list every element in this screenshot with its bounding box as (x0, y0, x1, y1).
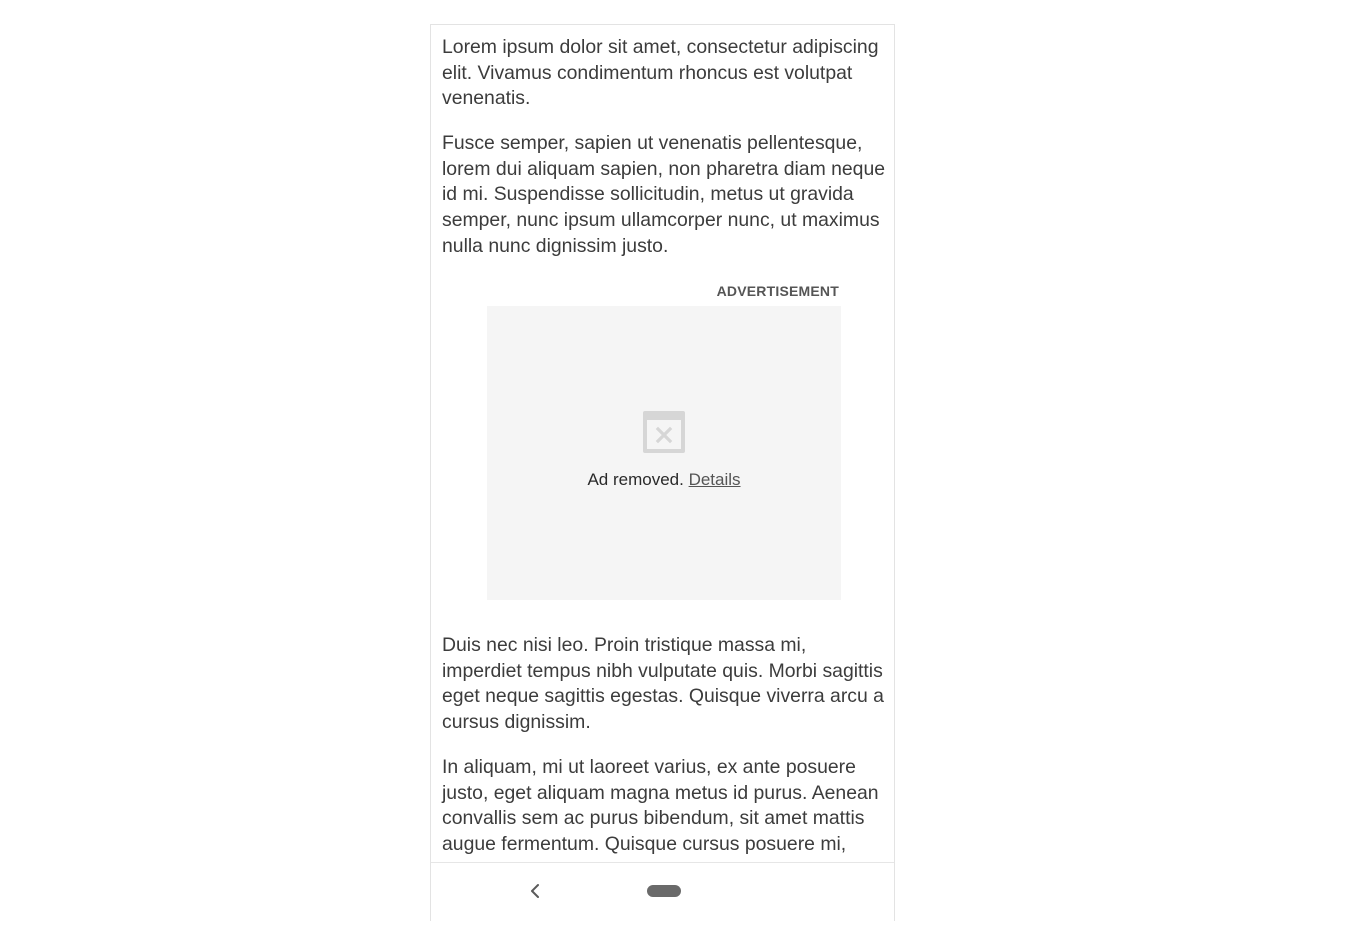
advertisement-label: ADVERTISEMENT (716, 283, 839, 299)
ad-removed-message (487, 470, 841, 490)
article-paragraph: Fusce semper, sapien ut venenatis pellentesque, lorem dui aliquam sapien, non pharetra diam neque id mi. Suspendisse sollicitudin, metus ut gravida semper, nunc ipsum ullamcorper nunc, ut maximus nulla nunc dignissim justo. (442, 132, 886, 257)
navigation-bar (431, 862, 894, 922)
phone-screen (430, 24, 895, 921)
ad-removed-placeholder (487, 306, 841, 600)
article-content (431, 25, 894, 862)
chevron-left-icon[interactable] (525, 879, 545, 903)
article-paragraph: In aliquam, mi ut laoreet varius, ex ante posuere justo, eget aliquam magna metus id purus. Aenean convallis sem ac purus bibendum, sit amet mattis augue fermentum. Quisque cursus posuere mi, (442, 756, 879, 856)
article-paragraph: Lorem ipsum dolor sit amet, consectetur adipiscing elit. Vivamus condimentum rhoncus est volutpat venenatis. (442, 36, 879, 110)
article-paragraph: Duis nec nisi leo. Proin tristique massa mi, imperdiet tempus nibh vulputate quis. Morbi sagittis eget neque sagittis egestas. Quisque viverra arcu a cursus dignissim. (442, 634, 884, 734)
details-link[interactable]: Details (688, 470, 741, 489)
ad-removed-text: Ad removed. (587, 470, 684, 489)
home-pill-icon[interactable] (647, 885, 681, 897)
ad-removed-icon (642, 410, 686, 454)
